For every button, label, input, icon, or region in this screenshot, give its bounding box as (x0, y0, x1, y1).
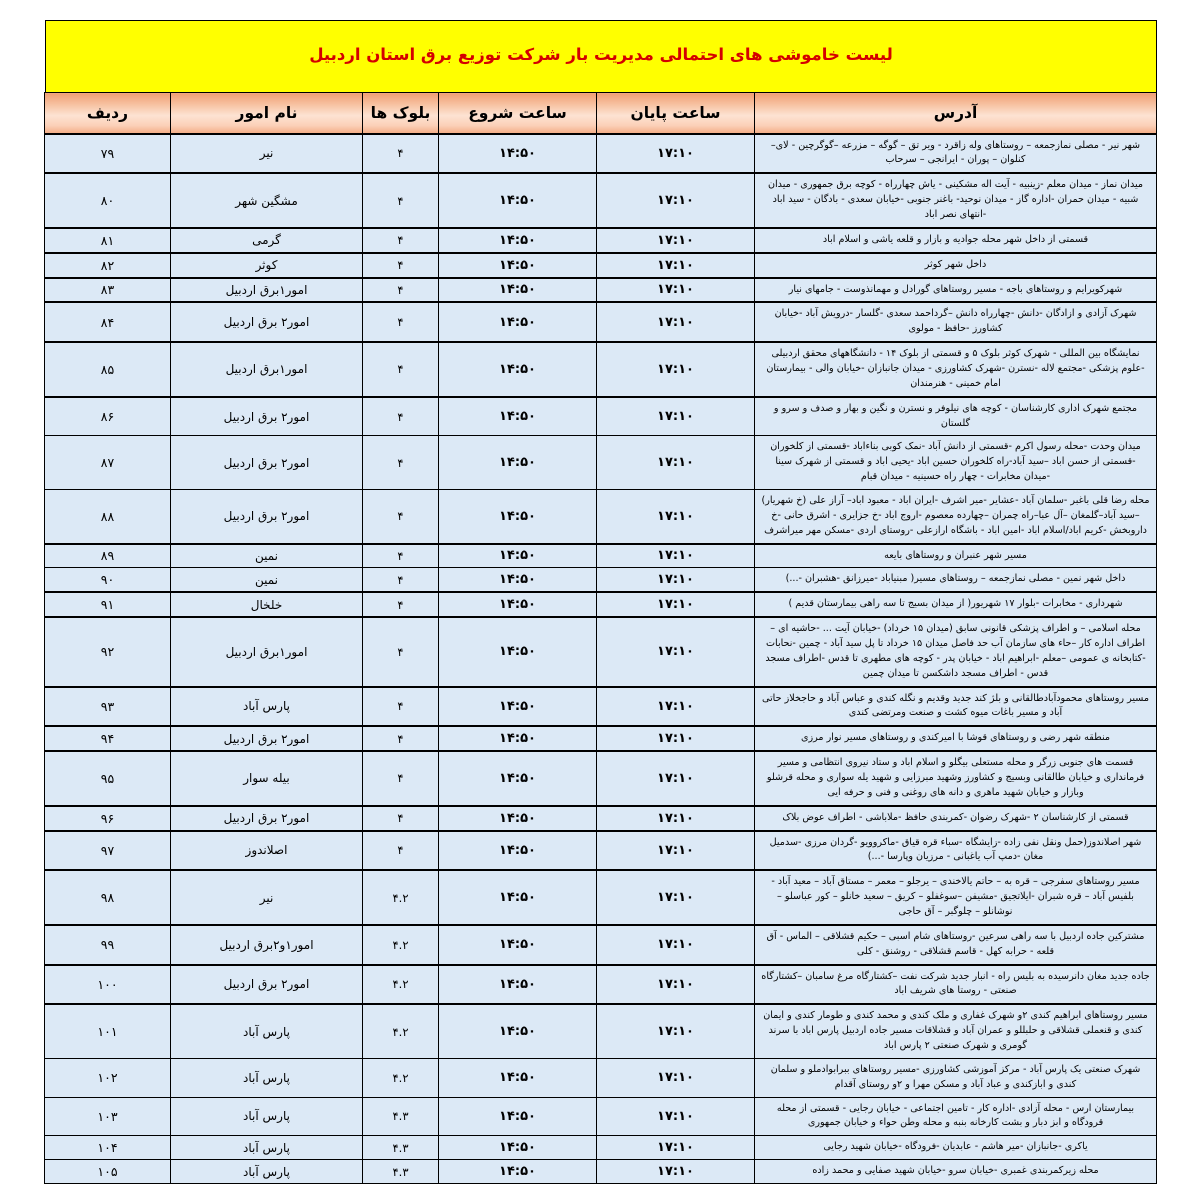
cell-address: داخل شهر کوثر (755, 253, 1157, 278)
cell-end-time: ۱۷:۱۰ (597, 228, 755, 253)
cell-start-time: ۱۴:۵۰ (439, 544, 597, 568)
table-row (45, 253, 1157, 278)
cell-start-time: ۱۴:۵۰ (439, 925, 597, 965)
cell-blocks: ۴.۲ (363, 925, 439, 965)
page-title: لیست خاموشی های احتمالی مدیریت بار شرکت توزیع برق استان اردبیل (309, 44, 893, 64)
cell-row-number: ۸۷ (45, 436, 171, 490)
cell-start-time: ۱۴:۵۰ (439, 489, 597, 543)
table-row (45, 806, 1157, 831)
cell-department: امور۲ برق اردبیل (171, 726, 363, 751)
cell-blocks: ۴ (363, 228, 439, 253)
cell-blocks: ۴ (363, 489, 439, 543)
table-row (45, 592, 1157, 617)
cell-department: نمین (171, 568, 363, 592)
cell-start-time: ۱۴:۵۰ (439, 228, 597, 253)
cell-row-number: ۱۰۱ (45, 1004, 171, 1058)
cell-start-time: ۱۴:۵۰ (439, 278, 597, 303)
cell-end-time: ۱۷:۱۰ (597, 806, 755, 831)
cell-row-number: ۱۰۵ (45, 1160, 171, 1184)
cell-end-time: ۱۷:۱۰ (597, 568, 755, 592)
cell-address: شهر اصلاندوز(حمل ونقل نفی زاده -زایشگاه -سباء قره قیاق -ماکروویو -گردان مرزی -سدمیل مغان -دمپ آب یاغبانی - مرزیان وپارسا -...) (755, 831, 1157, 871)
cell-end-time: ۱۷:۱۰ (597, 592, 755, 617)
cell-address: شهرک صنعتی یک پارس آباد - مرکز آموزشی کشاورزی -مسیر روستاهای ببرابوادملو و سلمان کندی و ابازکندی و عباد آباد و مسکن مهرا و ۲و روستای آقدام (755, 1058, 1157, 1097)
cell-end-time: ۱۷:۱۰ (597, 489, 755, 543)
cell-row-number: ۹۲ (45, 617, 171, 686)
cell-address: شهرداری - مخابرات -بلوار ۱۷ شهریور( از میدان بسیج تا سه راهی بیمارستان قدیم ) (755, 592, 1157, 617)
cell-row-number: ۹۳ (45, 687, 171, 727)
cell-row-number: ۸۶ (45, 397, 171, 436)
cell-end-time: ۱۷:۱۰ (597, 925, 755, 965)
cell-blocks: ۴ (363, 342, 439, 397)
cell-start-time: ۱۴:۵۰ (439, 568, 597, 592)
cell-end-time: ۱۷:۱۰ (597, 173, 755, 228)
cell-address: مسیر شهر عنبران و روستاهای بایعه (755, 544, 1157, 568)
cell-blocks: ۴ (363, 173, 439, 228)
cell-row-number: ۹۷ (45, 831, 171, 871)
cell-start-time: ۱۴:۵۰ (439, 1097, 597, 1136)
cell-blocks: ۴.۳ (363, 1160, 439, 1184)
column-header-start-time: ساعت شروع (439, 93, 597, 134)
cell-end-time: ۱۷:۱۰ (597, 687, 755, 727)
table-row (45, 726, 1157, 751)
table-row (45, 831, 1157, 871)
cell-row-number: ۸۳ (45, 278, 171, 303)
title-banner (45, 20, 1157, 92)
cell-department: گرمی (171, 228, 363, 253)
cell-start-time: ۱۴:۵۰ (439, 870, 597, 925)
table-row (45, 687, 1157, 727)
cell-address: قسمت های جنوبی زرگر و محله مستعلی بیگلو و اسلام اباد و ستاد نیروی انتظامی و مسیر فرمانداری و خیابان طالقانی وبسیج و کشاورز وشهید مبرزایی و شهید یله سواری و محله قرشلو وبازار و خیابان شهید ماهری و دانه های روغنی و فنی و حرفه ایی (755, 751, 1157, 806)
cell-address: مجتمع شهرک اداری کارشناسان - کوچه های نیلوفر و نسترن و نگین و بهار و صدف و سرو و گلستان (755, 397, 1157, 436)
cell-end-time: ۱۷:۱۰ (597, 253, 755, 278)
cell-start-time: ۱۴:۵۰ (439, 1058, 597, 1097)
cell-blocks: ۴ (363, 397, 439, 436)
cell-row-number: ۱۰۲ (45, 1058, 171, 1097)
table-row (45, 436, 1157, 490)
outage-schedule-sheet (45, 20, 1157, 1184)
cell-row-number: ۹۵ (45, 751, 171, 806)
table-row (45, 1004, 1157, 1058)
cell-department: پارس آباد (171, 1136, 363, 1160)
cell-start-time: ۱۴:۵۰ (439, 806, 597, 831)
column-header-department: نام امور (171, 93, 363, 134)
cell-department: خلخال (171, 592, 363, 617)
cell-start-time: ۱۴:۵۰ (439, 831, 597, 871)
cell-address: جاده جدید مغان دانرسیده به بلیس راه - انبار جدید شرکت نفت –کشتارگاه مرغ سامبان –کشتارگاه صنعتی - روستا های شریف اباد (755, 965, 1157, 1005)
cell-address: شهرکویرایم و روستاهای باجه - مسیر روستاهای گورادل و مهمانذوست - جامهای نیار (755, 278, 1157, 303)
cell-start-time: ۱۴:۵۰ (439, 1136, 597, 1160)
table-row (45, 397, 1157, 436)
cell-start-time: ۱۴:۵۰ (439, 397, 597, 436)
cell-end-time: ۱۷:۱۰ (597, 1004, 755, 1058)
cell-end-time: ۱۷:۱۰ (597, 134, 755, 174)
cell-department: پارس آباد (171, 687, 363, 727)
cell-blocks: ۴.۳ (363, 1097, 439, 1136)
cell-blocks: ۴ (363, 568, 439, 592)
cell-department: کوثر (171, 253, 363, 278)
cell-department: مشگین شهر (171, 173, 363, 228)
cell-end-time: ۱۷:۱۰ (597, 342, 755, 397)
cell-end-time: ۱۷:۱۰ (597, 1097, 755, 1136)
table-row (45, 278, 1157, 303)
cell-blocks: ۴ (363, 831, 439, 871)
cell-start-time: ۱۴:۵۰ (439, 1160, 597, 1184)
cell-row-number: ۹۰ (45, 568, 171, 592)
table-row (45, 1136, 1157, 1160)
cell-end-time: ۱۷:۱۰ (597, 726, 755, 751)
cell-address: قسمتی از داخل شهر محله جوادیه و بازار و قلعه یاشی و اسلام اباد (755, 228, 1157, 253)
cell-department: امور۱برق اردبیل (171, 342, 363, 397)
cell-start-time: ۱۴:۵۰ (439, 751, 597, 806)
cell-row-number: ۸۹ (45, 544, 171, 568)
cell-blocks: ۴ (363, 302, 439, 342)
cell-blocks: ۴.۲ (363, 870, 439, 925)
cell-row-number: ۸۰ (45, 173, 171, 228)
cell-start-time: ۱۴:۵۰ (439, 302, 597, 342)
cell-department: نمین (171, 544, 363, 568)
cell-blocks: ۴.۳ (363, 1136, 439, 1160)
cell-start-time: ۱۴:۵۰ (439, 726, 597, 751)
cell-start-time: ۱۴:۵۰ (439, 134, 597, 174)
cell-row-number: ۸۵ (45, 342, 171, 397)
column-header-row-number: ردیف (45, 93, 171, 134)
cell-end-time: ۱۷:۱۰ (597, 617, 755, 686)
cell-end-time: ۱۷:۱۰ (597, 397, 755, 436)
table-row (45, 342, 1157, 397)
cell-end-time: ۱۷:۱۰ (597, 1160, 755, 1184)
column-header-end-time: ساعت پایان (597, 93, 755, 134)
table-row (45, 489, 1157, 543)
cell-blocks: ۴ (363, 806, 439, 831)
cell-department: اصلاندوز (171, 831, 363, 871)
cell-address: شهرک آزادی و ازادگان -دانش -چهارراه دانش –گرداحمد سعدی -گلسار -درویش آباد -خیابان کشاورز -حافظ - مولوی (755, 302, 1157, 342)
cell-blocks: ۴ (363, 134, 439, 174)
table-row (45, 965, 1157, 1005)
cell-end-time: ۱۷:۱۰ (597, 831, 755, 871)
cell-start-time: ۱۴:۵۰ (439, 687, 597, 727)
cell-blocks: ۴ (363, 253, 439, 278)
cell-address: منطقه شهر رضی و روستاهای قوشا با امیرکندی و روستاهای مسیر نوار مرزی (755, 726, 1157, 751)
cell-address: میدان وحدت -محله رسول اکرم -قسمتی از دانش آباد -نمک کوبی بناءاباد -قسمتی از کلخوران -قسمتی از حسن اباد –سید آباد-راه کلخوران حسین اباد -یحیی اباد و قسمتی از شهرک سینا -میدان مخابرات - چهار راه حسینیه - میدان قبام (755, 436, 1157, 490)
cell-blocks: ۴.۲ (363, 1058, 439, 1097)
table-row (45, 617, 1157, 686)
cell-department: نیر (171, 134, 363, 174)
cell-end-time: ۱۷:۱۰ (597, 1058, 755, 1097)
cell-department: امور۲ برق اردبیل (171, 436, 363, 490)
table-row (45, 173, 1157, 228)
table-row (45, 1097, 1157, 1136)
cell-address: میدان نماز - میدان معلم -زینبیه - آیت اله مشکینی - یاش چهارراه - کوچه برق جمهوری - میدان شبیه - میدان حمران -اداره گاز - میدان نوحید- باغنر جنوبی -خیابان سعدی - بادگان - سید اباد -انتهای نصر اباد (755, 173, 1157, 228)
cell-blocks: ۴ (363, 278, 439, 303)
cell-department: امور۲ برق اردبیل (171, 489, 363, 543)
cell-end-time: ۱۷:۱۰ (597, 436, 755, 490)
cell-department: امور۲ برق اردبیل (171, 397, 363, 436)
cell-end-time: ۱۷:۱۰ (597, 544, 755, 568)
cell-end-time: ۱۷:۱۰ (597, 302, 755, 342)
table-header-row (45, 93, 1157, 134)
cell-end-time: ۱۷:۱۰ (597, 965, 755, 1005)
cell-end-time: ۱۷:۱۰ (597, 278, 755, 303)
cell-row-number: ۷۹ (45, 134, 171, 174)
cell-blocks: ۴ (363, 687, 439, 727)
cell-department: پارس آباد (171, 1058, 363, 1097)
cell-end-time: ۱۷:۱۰ (597, 870, 755, 925)
cell-start-time: ۱۴:۵۰ (439, 342, 597, 397)
cell-blocks: ۴ (363, 436, 439, 490)
cell-department: نیر (171, 870, 363, 925)
cell-blocks: ۴.۲ (363, 965, 439, 1005)
cell-row-number: ۸۴ (45, 302, 171, 342)
cell-address: نمایشگاه بین المللی - شهرک کوثر بلوک ۵ و قسمتی از بلوک ۱۴ - دانشگاههای محقق اردبیلی -علوم پزشکی -مجتمع لاله -نسترن -شهرک کشاورزی - میدان جانبازان -خیابان والی - بیمارستان امام خمینی - هنرمندان (755, 342, 1157, 397)
cell-department: پارس آباد (171, 1097, 363, 1136)
cell-row-number: ۸۲ (45, 253, 171, 278)
column-header-address: آدرس (755, 93, 1157, 134)
cell-start-time: ۱۴:۵۰ (439, 436, 597, 490)
table-row (45, 544, 1157, 568)
table-body (45, 134, 1157, 1184)
cell-row-number: ۹۸ (45, 870, 171, 925)
table-row (45, 925, 1157, 965)
table-row (45, 870, 1157, 925)
column-header-blocks: بلوک ها (363, 93, 439, 134)
cell-row-number: ۸۱ (45, 228, 171, 253)
cell-blocks: ۴ (363, 544, 439, 568)
cell-row-number: ۹۴ (45, 726, 171, 751)
cell-address: مسیر روستاهای محمودآبادطالقانی و بلژ کند جدید وقدیم و نگله کندی و عباس آباد و حاجخلاز حاتی آباد و مسیر باغات میوه کشت و صنعت ومرتضی کندی (755, 687, 1157, 727)
table-row (45, 134, 1157, 174)
cell-row-number: ۱۰۴ (45, 1136, 171, 1160)
cell-end-time: ۱۷:۱۰ (597, 751, 755, 806)
cell-address: مسیر روستاهای سفرجی – قره به – حاتم یالاخندی – یرجلو – معمر – مستاق آباد – معید آباد - بلفیس آباد – قره شبران -ایلاتجیق -مشیفن –سوغفلو – کریق – سعید خانلو – کور عباسلو – نوشانلو – چلوگبر – آق حاجی (755, 870, 1157, 925)
cell-address: محله رضا قلی باغبر -سلمان آباد -عشایر -میر اشرف -ایران اباد - معبود اباد– آراز علی (خ شهریار) –سید آباد–گلمغان –آل عبا–راه چمران –چهارده معصوم -اروج اباد -خ جزایری - اشرق حانی -خ داروبخش -کریم اباد/اسلام اباد -امین اباد - باشگاه ارازعلی -روستای اردی -مسکن مهر میراشرف (755, 489, 1157, 543)
cell-address: شهر نیر - مصلی نمازجمعه – روستاهای وله زاقرد - ویر تق – گوگه – مزرعه –گوگرچین - لای– کنلوان – پوران - ایرانجی – سرحاب (755, 134, 1157, 174)
cell-start-time: ۱۴:۵۰ (439, 253, 597, 278)
table-row (45, 568, 1157, 592)
cell-blocks: ۴ (363, 617, 439, 686)
table-row (45, 1160, 1157, 1184)
cell-address: داخل شهر نمین - مصلی نمازجمعه – روستاهای مسیر( مبنیاباد -میرزانق -هشبران -...) (755, 568, 1157, 592)
cell-blocks: ۴ (363, 726, 439, 751)
cell-blocks: ۴ (363, 592, 439, 617)
cell-start-time: ۱۴:۵۰ (439, 1004, 597, 1058)
cell-department: امور۲ برق اردبیل (171, 302, 363, 342)
cell-department: امور۱برق اردبیل (171, 617, 363, 686)
cell-row-number: ۸۸ (45, 489, 171, 543)
table-row (45, 228, 1157, 253)
cell-end-time: ۱۷:۱۰ (597, 1136, 755, 1160)
cell-row-number: ۱۰۳ (45, 1097, 171, 1136)
cell-department: بیله سوار (171, 751, 363, 806)
cell-address: قسمتی از کارشناسان ۲ -شهرک رضوان -کمربندی حافظ -ملاباشی - اطراف عوض بلاک (755, 806, 1157, 831)
cell-row-number: ۹۹ (45, 925, 171, 965)
cell-department: امور۱برق اردبیل (171, 278, 363, 303)
table-row (45, 751, 1157, 806)
cell-blocks: ۴ (363, 751, 439, 806)
table-row (45, 1058, 1157, 1097)
cell-start-time: ۱۴:۵۰ (439, 173, 597, 228)
outage-table (44, 92, 1157, 1184)
cell-department: امور۱و۲برق اردبیل (171, 925, 363, 965)
cell-row-number: ۹۱ (45, 592, 171, 617)
cell-address: بیمارستان ارس - محله آزادی -اداره کار - تامین اجتماعی - خیابان رجایی - قسمتی از محله قرودگاه و ابز دبار و بشت کارخانه بنبه و محله وطن حواء و خیابان جمهوری (755, 1097, 1157, 1136)
cell-blocks: ۴.۲ (363, 1004, 439, 1058)
cell-start-time: ۱۴:۵۰ (439, 617, 597, 686)
cell-address: مشترکین جاده اردبیل با سه راهی سرعین -روستاهای شام اسبی – حکیم قشلاقی – الماس - آق قلعه - حرابه کهل - قاسم قشلاقی - روشنق - کلی (755, 925, 1157, 965)
table-row (45, 302, 1157, 342)
cell-row-number: ۹۶ (45, 806, 171, 831)
cell-row-number: ۱۰۰ (45, 965, 171, 1005)
cell-department: پارس آباد (171, 1160, 363, 1184)
cell-address: محله اسلامی – و اطراف پزشکی قانونی سابق (میدان ۱۵ خرداد) -خیابان آیت ... -حاشیه ای –اطراف اداره کار –حاء های سازمان آب حد فاصل میدان ۱۵ خرداد تا پل سید آباد - چمین -نحابات -کتابخانه ی عمومی –معلم -ابراهیم اباد - خیابان پدر - کوچه های مطهری تا قدس -اطراف مسجد قدس - اطراف مسجد داشکسن تا میدان چمین (755, 617, 1157, 686)
cell-address: مسیر روستاهای ابراهیم کندی ۲و شهرک غفاری و ملک کندی و محمد کندی و طومار کندی و ایمان کندی و قنعملی قشلاقی و حلبللو و عمران آباد و قشلاقات مسیر جاده اردبیل پارس اباد با سرند گومری و شهرک صنعتی ۲ پارس اباد (755, 1004, 1157, 1058)
cell-address: محله زیرکمربندی غمبری -خیابان سرو -خیابان شهید صفایی و محمد زاده (755, 1160, 1157, 1184)
cell-department: امور۲ برق اردبیل (171, 965, 363, 1005)
cell-department: امور۲ برق اردبیل (171, 806, 363, 831)
cell-start-time: ۱۴:۵۰ (439, 592, 597, 617)
cell-start-time: ۱۴:۵۰ (439, 965, 597, 1005)
cell-address: یاکری -جانبازان -میر هاشم - عابدیان -فرودگاه -خیابان شهید رجایی (755, 1136, 1157, 1160)
cell-department: پارس آباد (171, 1004, 363, 1058)
